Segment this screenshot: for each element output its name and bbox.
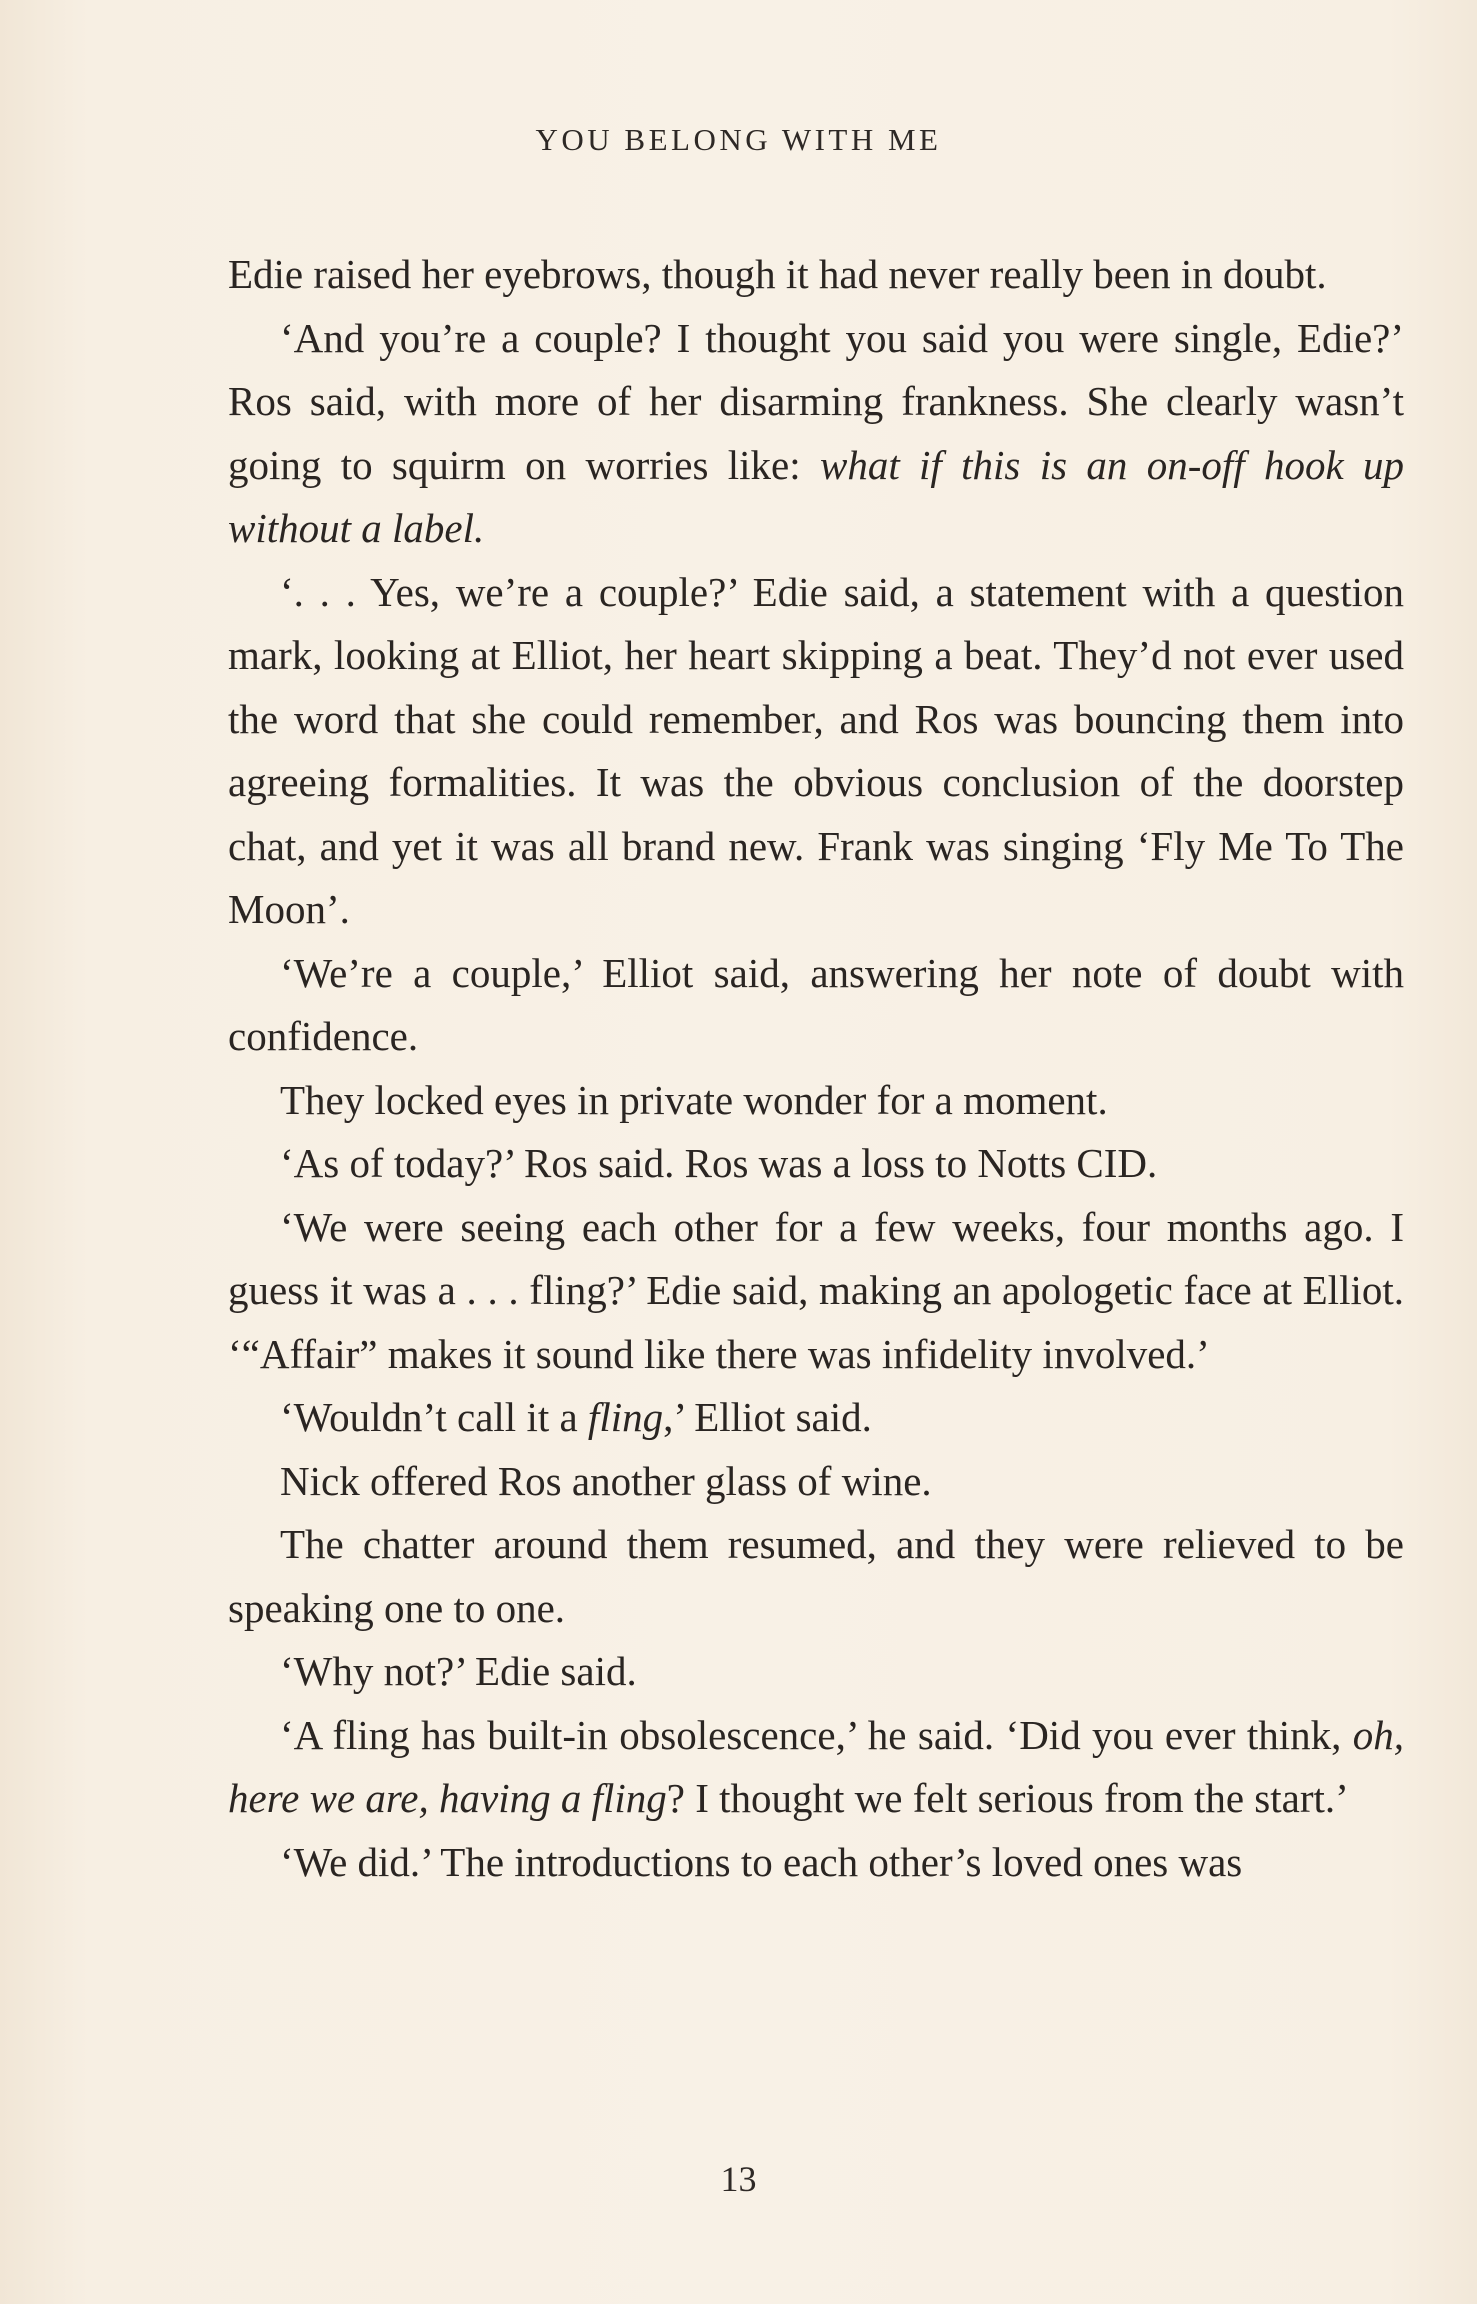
paragraph [228, 1831, 1404, 1895]
text-run: The chatter around them resumed, and they were relieved to be speaking one to one. [228, 1521, 1404, 1631]
text-run: ‘. . . Yes, we’re a couple?’ Edie said, a statement with a question mark, looking at Elliot, her heart skipping a beat. They’d not ever used the word that she could remember, and Ros was bouncing them into agreeing formalities. It was the obvious conclusion of the doorstep chat, and yet it was all brand new. Frank was singing ‘Fly Me To The Moon’. [228, 568, 1404, 932]
italic-text: fling [587, 1394, 664, 1440]
text-run: ‘A fling has built-in obsolescence,’ he said. ‘Did you ever think, [280, 1711, 1353, 1758]
text-run: ‘Why not?’ Edie said. [280, 1648, 637, 1694]
paragraph [228, 1513, 1404, 1640]
paragraph [228, 1640, 1404, 1704]
page-number: 13 [720, 2159, 757, 2199]
text-run: ‘We were seeing each other for a few weeks, four months ago. I guess it was a . . . fling?’ Edie said, making an apologetic face at Elliot. ‘“Affair” makes it sound like there was infidelity involved.’ [228, 1203, 1404, 1377]
paragraph [228, 942, 1404, 1069]
paragraph [228, 307, 1404, 561]
paragraph [228, 1386, 1404, 1450]
paragraph [228, 1704, 1404, 1831]
text-run: Nick offered Ros another glass of wine. [280, 1457, 932, 1504]
body-text [228, 243, 1404, 1894]
italic-text: oh, here we are, having a fling [228, 1711, 1404, 1821]
italic-text: what if this is an on-off hook up without a label. [228, 441, 1404, 551]
text-run: ‘We did.’ The introductions to each other’s loved ones was [280, 1838, 1243, 1885]
text-run: ‘As of today?’ Ros said. Ros was a loss to Notts CID. [280, 1140, 1158, 1186]
text-run: Edie raised her eyebrows, though it had never really been in doubt. [228, 251, 1327, 297]
running-head: YOU BELONG WITH ME [535, 122, 942, 157]
text-run: ? I thought we felt serious from the start.’ [666, 1775, 1349, 1821]
text-run: ‘Wouldn’t call it a [280, 1394, 588, 1440]
paragraph [228, 1196, 1404, 1387]
paragraph [228, 1069, 1404, 1133]
paragraph [228, 561, 1404, 942]
text-run: ,’ Elliot said. [663, 1394, 872, 1440]
text-run: ‘We’re a couple,’ Elliot said, answering her note of doubt with confidence. [228, 949, 1404, 1059]
paragraph [228, 1450, 1404, 1514]
paragraph [228, 1132, 1404, 1196]
text-run: ‘And you’re a couple? I thought you said you were single, Edie?’ Ros said, with more of her disarming frankness. She clearly wasn’t going to squirm on worries like: [228, 314, 1404, 488]
text-run: They locked eyes in private wonder for a moment. [280, 1076, 1108, 1123]
paragraph [228, 243, 1404, 307]
